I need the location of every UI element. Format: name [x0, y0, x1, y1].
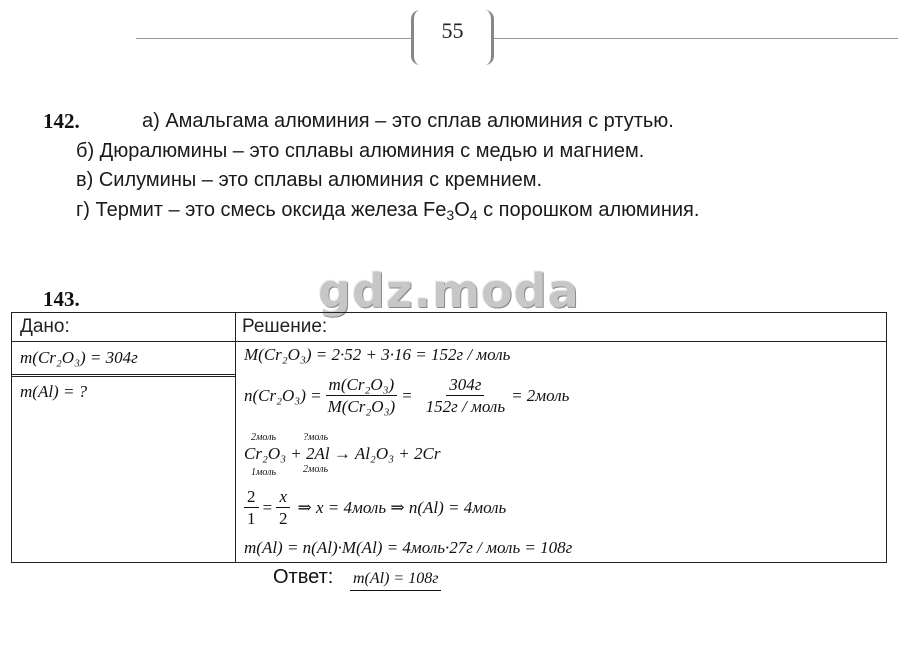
reaction-above-cr2o3: 2моль — [251, 432, 277, 443]
given-mass-cr2o3: m(Cr₂O₃) = 304г — [20, 348, 138, 367]
watermark: gdz.moda — [318, 264, 580, 318]
answer-label: Ответ: — [273, 566, 334, 588]
page-number-box — [411, 10, 494, 65]
reaction-below-cr2o3: 1моль — [251, 467, 277, 478]
problem-142-line-c: в) Силумины – это сплавы алюминия с кремнием. — [76, 169, 543, 191]
solution-molar-mass: M(Cr₂O₃) = 2·52 + 3·16 = 152г / моль — [244, 345, 511, 364]
frac-num: 2 — [244, 486, 259, 508]
page-number: 55 — [441, 18, 464, 43]
frac-num: m(Cr₂O₃) — [326, 374, 398, 396]
moles-fraction-symbolic — [325, 374, 399, 417]
given-row-rule-1 — [11, 374, 235, 375]
solution-header: Решение: — [242, 316, 328, 337]
problem-143-number: 143. — [43, 287, 80, 311]
moles-result: = 2моль — [511, 385, 570, 405]
problem-142-number: 142. — [43, 109, 80, 133]
reaction-below-al: 2моль — [303, 464, 329, 475]
line-d-mid: O — [454, 199, 470, 221]
solution-reaction-equation: Cr₂O₃ + 2Al → Al₂O₃ + 2Cr — [244, 444, 441, 463]
given-header: Дано: — [20, 316, 70, 337]
given-row-rule-2 — [11, 376, 235, 377]
moles-fraction-numeric — [423, 374, 508, 417]
problem-142-line-d — [76, 199, 699, 222]
line-d-suffix: с порошком алюминия. — [477, 199, 700, 221]
table-header-rule — [11, 341, 887, 342]
answer-value: m(Al) = 108г — [350, 570, 441, 591]
proportion-equals: = — [261, 497, 273, 517]
line-d-sub2: 4 — [469, 207, 478, 223]
moles-lhs: n(Cr₂O₃) = — [244, 385, 322, 405]
solution-mass-al: m(Al) = n(Al)·M(Al) = 4моль·27г / моль = 108г — [244, 538, 573, 557]
proportion-result: ⇒ x = 4моль ⇒ n(Al) = 4моль — [297, 497, 507, 517]
line-d-sub1: 3 — [446, 207, 455, 223]
problem-142-line-b: б) Дюралюмины – это сплавы алюминия с медью и магнием. — [76, 140, 645, 162]
header-rule-right — [494, 38, 898, 39]
frac-den: M(Cr₂O₃) — [327, 397, 396, 416]
frac-den: 2 — [278, 509, 288, 528]
proportion-left-fraction — [244, 486, 259, 529]
given-mass-al-unknown: m(Al) = ? — [20, 382, 88, 401]
header-rule-left — [136, 38, 411, 39]
moles-equals: = — [401, 385, 413, 405]
frac-den: 152г / моль — [425, 397, 506, 416]
frac-num: x — [276, 486, 290, 508]
line-d-prefix: г) Термит – это смесь оксида железа Fe — [76, 199, 447, 221]
table-divider-vertical — [235, 312, 236, 563]
problem-142-line-a: а) Амальгама алюминия – это сплав алюминия с ртутью. — [142, 110, 674, 132]
reaction-above-al: ?моль — [303, 432, 329, 443]
proportion-right-fraction — [276, 486, 291, 529]
solution-moles-cr2o3 — [244, 374, 569, 417]
frac-num: 304г — [446, 374, 484, 396]
table-bottom-rule — [11, 562, 887, 563]
solution-proportion — [244, 486, 506, 529]
frac-den: 1 — [247, 509, 256, 528]
